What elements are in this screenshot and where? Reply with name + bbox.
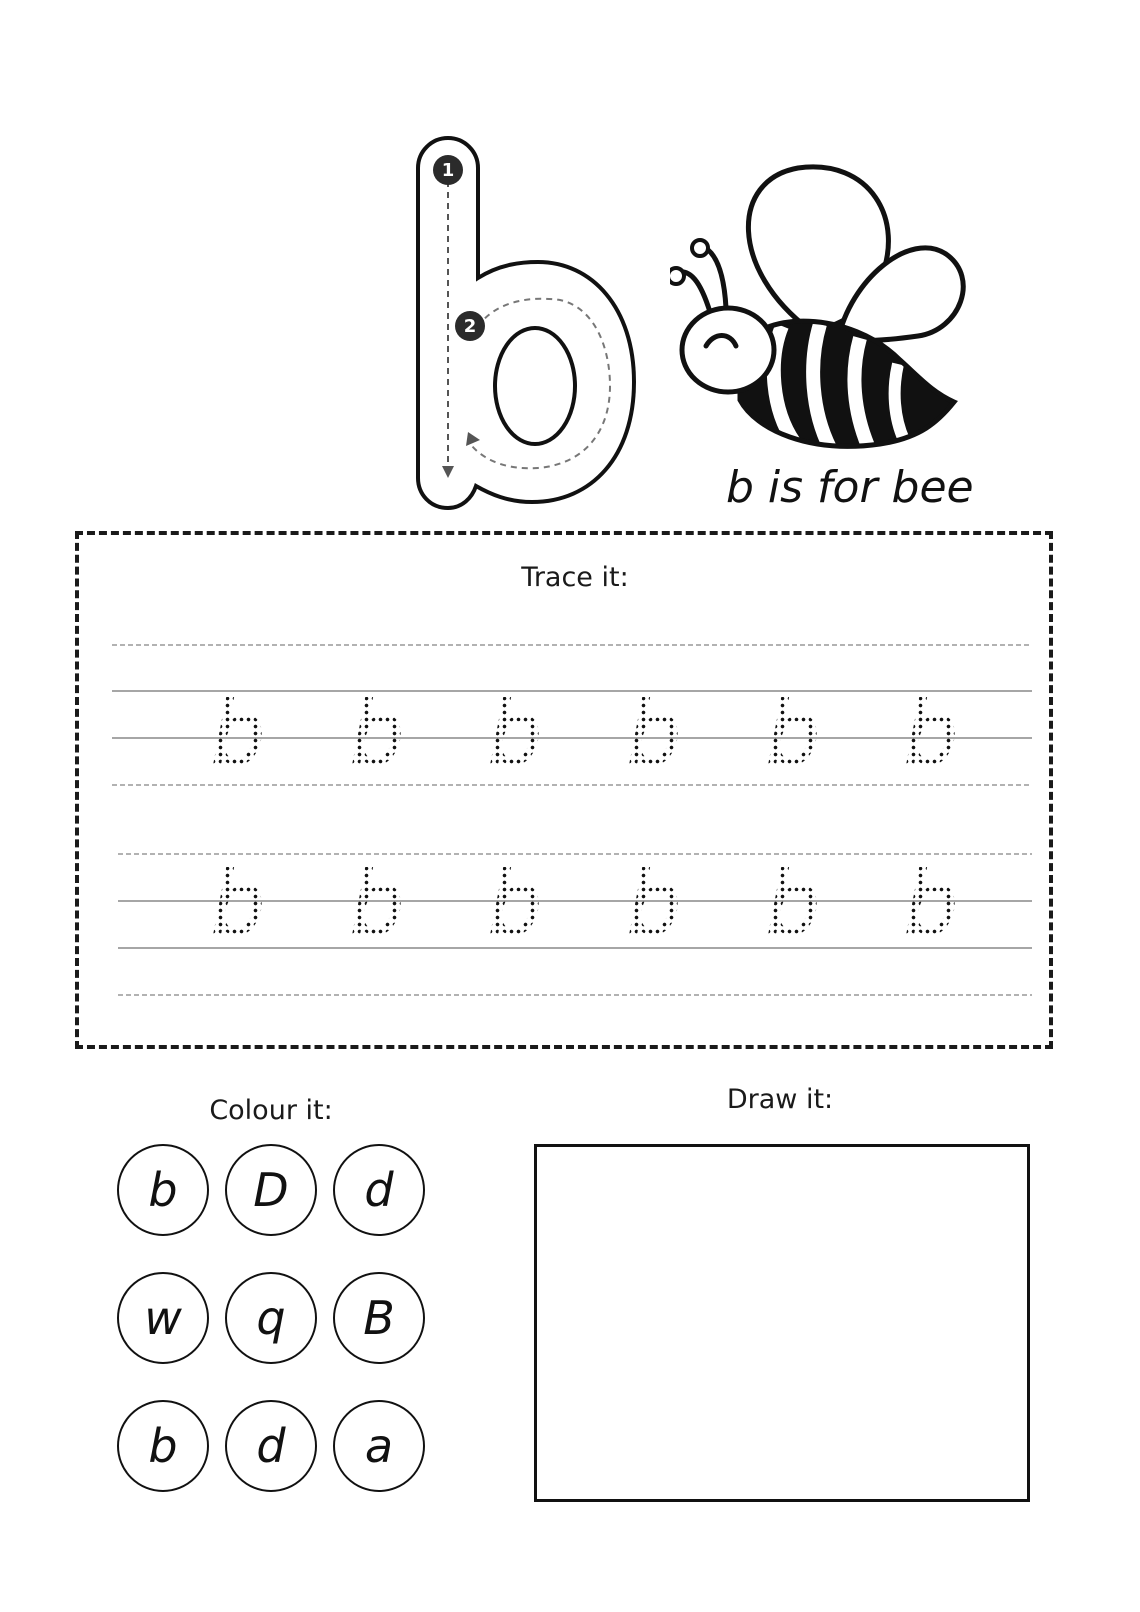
trace-letter: b — [903, 852, 959, 955]
stroke-number-2: 2 — [463, 316, 477, 337]
trace-letter: b — [210, 852, 266, 955]
colour-letter-circle[interactable]: b — [117, 1144, 209, 1236]
trace-letter: b — [765, 852, 821, 955]
colour-letter-circle[interactable]: D — [225, 1144, 317, 1236]
colour-letter-circle[interactable]: w — [117, 1272, 209, 1364]
caption-b-is-for-bee: b is for bee — [726, 462, 974, 513]
trace-letter: b — [765, 682, 821, 785]
bee-icon — [670, 160, 990, 460]
colour-letter-circle[interactable]: B — [333, 1272, 425, 1364]
stroke-number-1: 1 — [441, 160, 455, 181]
colour-letter-circle[interactable]: a — [333, 1400, 425, 1492]
drawing-area[interactable] — [534, 1144, 1030, 1502]
colour-letter-circle[interactable]: d — [333, 1144, 425, 1236]
trace-letter: b — [349, 682, 405, 785]
colour-letter-circle[interactable]: q — [225, 1272, 317, 1364]
trace-letter: b — [626, 682, 682, 785]
colour-title: Colour it: — [209, 1095, 333, 1126]
trace-letter: b — [210, 682, 266, 785]
trace-letter: b — [903, 682, 959, 785]
trace-letter: b — [487, 682, 543, 785]
letter-b-stroke-guide — [410, 130, 650, 510]
trace-title: Trace it: — [521, 562, 629, 593]
colour-letter-circle[interactable]: b — [117, 1400, 209, 1492]
trace-letter: b — [626, 852, 682, 955]
draw-title: Draw it: — [726, 1084, 834, 1115]
trace-letter: b — [487, 852, 543, 955]
colour-letter-circle[interactable]: d — [225, 1400, 317, 1492]
trace-letter: b — [349, 852, 405, 955]
